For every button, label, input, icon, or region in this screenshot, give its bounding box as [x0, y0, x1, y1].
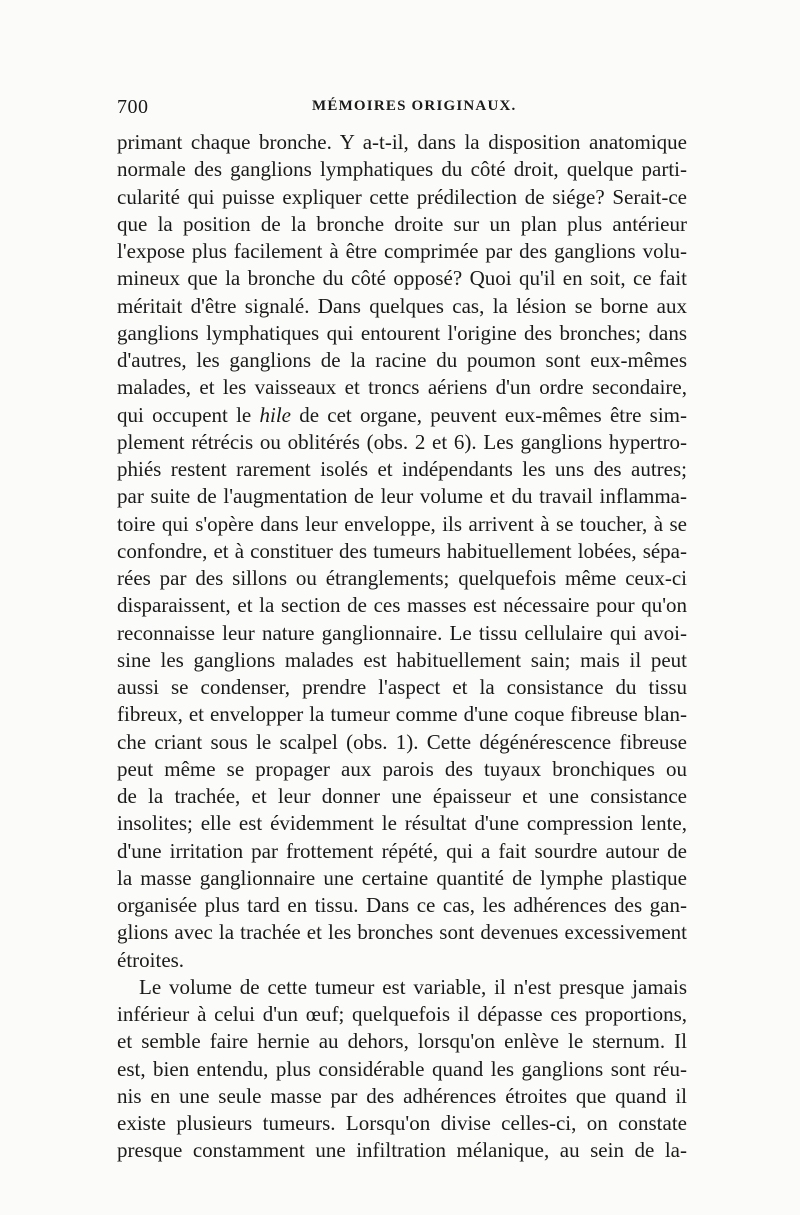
text-line: che criant sous le scalpel (obs. 1). Cette dégénérescence fibreuse	[117, 729, 687, 754]
paragraph-start-line: Le volume de cette tumeur est variable, il n'est presque jamais	[139, 974, 687, 999]
paragraph-end-line: étroites.	[117, 947, 185, 972]
text-segment: de cet organe, peuvent eux-mêmes être sim-	[290, 402, 687, 427]
text-line: organisée plus tard en tissu. Dans ce cas, les adhérences des gan-	[117, 893, 687, 917]
text-line: disparaissent, et la section de ces masses est nécessaire pour qu'on	[117, 593, 687, 618]
text-line: mineux que la bronche du côté opposé? Quoi qu'il en soit, ce fait	[117, 266, 687, 291]
text-line: l'expose plus facilement à être comprimée par des ganglions volu-	[117, 239, 687, 263]
text-line: existe plusieurs tumeurs. Lorsqu'on divise celles-ci, on constate	[117, 1111, 687, 1135]
text-line: cularité qui puisse expliquer cette prédilection de siége? Serait-ce	[117, 184, 687, 209]
text-line: par suite de l'augmentation de leur volume et du travail inflamma-	[117, 484, 687, 509]
text-line: phiés restent rarement isolés et indépendants les uns des autres;	[117, 457, 687, 481]
text-line: ganglions lymphatiques qui entourent l'origine des bronches; dans	[117, 320, 687, 345]
text-line: inférieur à celui d'un œuf; quelquefois il dépasse ces proportions,	[117, 1002, 687, 1026]
text-line: de la trachée, et leur donner une épaisseur et une consistance	[117, 784, 687, 808]
text-line: reconnaisse leur nature ganglionnaire. Le tissu cellulaire qui avoi-	[117, 620, 687, 645]
page-number: 700	[117, 96, 149, 118]
text-line: sine les ganglions malades est habituellement sain; mais il peut	[117, 647, 687, 672]
text-segment: qui occupent le	[117, 402, 260, 427]
text-line: nis en une seule masse par des adhérences étroites que quand il	[117, 1083, 687, 1108]
page-header	[117, 96, 687, 122]
text-line: rées par des sillons ou étranglements; quelquefois même ceux-ci	[117, 566, 687, 590]
text-line	[117, 402, 687, 429]
text-line: malades, et les vaisseaux et troncs aériens d'un ordre secondaire,	[117, 375, 687, 400]
body-text	[117, 129, 687, 1165]
text-line: est, bien entendu, plus considérable quand les ganglions sont réu-	[117, 1056, 687, 1081]
text-line: méritait d'être signalé. Dans quelques cas, la lésion se borne aux	[117, 293, 687, 318]
text-line: presque constamment une infiltration mélanique, au sein de la-	[117, 1138, 687, 1163]
text-line: aussi se condenser, prendre l'aspect et la consistance du tissu	[117, 675, 687, 699]
text-line: confondre, et à constituer des tumeurs habituellement lobées, sépa-	[117, 538, 687, 563]
text-line: glions avec la trachée et les bronches sont devenues excessivement	[117, 920, 687, 945]
text-line: d'une irritation par frottement répété, qui a fait sourdre autour de	[117, 838, 687, 863]
text-line: la masse ganglionnaire une certaine quantité de lymphe plastique	[117, 865, 687, 890]
text-line: plement rétrécis ou oblitérés (obs. 2 et 6). Les ganglions hypertro-	[117, 429, 687, 454]
text-line: toire qui s'opère dans leur enveloppe, ils arrivent à se toucher, à se	[117, 511, 687, 536]
italic-term: hile	[259, 402, 291, 427]
text-line: d'autres, les ganglions de la racine du poumon sont eux-mêmes	[117, 348, 687, 372]
text-line: et semble faire hernie au dehors, lorsqu'on enlève le sternum. Il	[117, 1029, 687, 1054]
text-line: primant chaque bronche. Y a-t-il, dans la disposition anatomique	[117, 130, 687, 154]
text-line: que la position de la bronche droite sur un plan plus antérieur	[117, 211, 687, 236]
text-line: peut même se propager aux parois des tuyaux bronchiques ou	[117, 756, 687, 781]
running-head: MÉMOIRES ORIGINAUX.	[312, 98, 517, 114]
text-line: fibreux, et envelopper la tumeur comme d'une coque fibreuse blan-	[117, 702, 687, 727]
text-line: normale des ganglions lymphatiques du côté droit, quelque parti-	[117, 157, 687, 182]
text-line: insolites; elle est évidemment le résultat d'une compression lente,	[117, 811, 687, 836]
